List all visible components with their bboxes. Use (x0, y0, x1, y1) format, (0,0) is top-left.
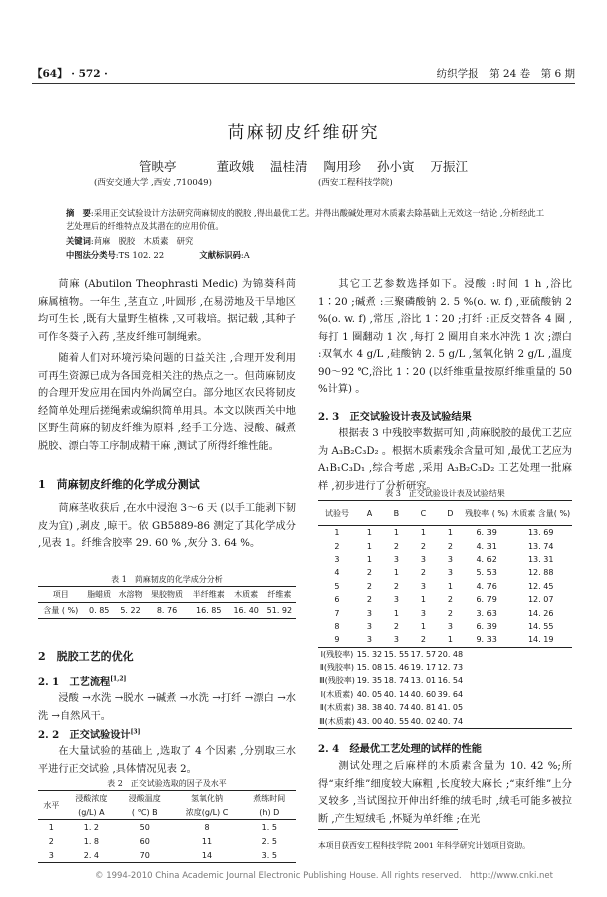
footnote-rule (318, 829, 458, 830)
citation: [3] (130, 728, 141, 736)
paragraph: 苘麻 (Abutilon Theophrasti Medic) 为锦葵科苘麻属植物。一年生 ,茎直立 ,叶圆形 ,在易涝地及干旱地区均可生长 ,既有大量野生植株 ,又可栽培。据记载 ,其种子可作冬葵子入药 ,茎皮纤维可制绳索。 (38, 279, 296, 343)
table-cell: 3 (393, 595, 399, 605)
table-cell: 40. 74 (437, 716, 464, 726)
doc-code-label: 文献标识码 (199, 250, 241, 260)
table-cell: 5. 53 (476, 568, 497, 578)
table-cell: 2 (366, 568, 372, 578)
table-cell: 5 (334, 581, 340, 591)
table-header: (g/L) A (78, 807, 105, 817)
author: 孙小寅 (376, 159, 415, 174)
table-cell: 40. 74 (383, 703, 410, 713)
table-cell: 12. 88 (527, 568, 554, 578)
table-cell: 3 (420, 608, 426, 618)
table-cell: 15. 08 (356, 663, 383, 673)
table-cell: 1. 5 (261, 822, 277, 832)
table-cell: 2 (420, 541, 426, 551)
table-cell: 8. 76 (156, 606, 178, 615)
table-cell (464, 661, 510, 674)
table-cell: 40. 60 (410, 689, 437, 699)
table-cell: Ⅲ(残胶率) (319, 676, 355, 686)
table-cell: 40. 14 (383, 689, 410, 699)
doc-code-value: :A (240, 250, 250, 260)
paragraph: 苘麻茎收获后 ,在水中浸泡 3～6 天 (以手工能剥下韧皮为宜) ,剥皮 ,晾干。依 GB5889-86 测定了其化学成分 ,见表 1。纤维含胶率 29. 60 % ,灰分 3. 64 %。 (38, 503, 296, 549)
copyright-line: © 1994-2010 China Academic Journal Electronic Publishing House. All rights reserved. http://www.cnki.net (95, 871, 553, 881)
table-cell: Ⅰ(残胶率) (320, 649, 354, 659)
table-cell: 2 (447, 608, 453, 618)
table-cell: 3 (366, 635, 372, 645)
paragraph: 浸酸 →水洗 →脱水 →碱煮 →水洗 →打纤 →漂白 →水洗 →自然风干。 (38, 693, 296, 722)
table-row (318, 566, 572, 579)
paragraph: 在大量试验的基础上 ,选取了 4 个因素 ,分别取三水平进行正交试验 ,具体情况见表 2。 (38, 746, 296, 775)
table-row (318, 688, 572, 701)
table-row (318, 593, 572, 606)
table-cell: 13. 74 (527, 541, 554, 551)
table-cell: 17. 57 (410, 649, 437, 659)
table-cell: Ⅱ(木质素) (319, 703, 355, 713)
table-row (38, 820, 296, 835)
table-cell: 1 (48, 822, 54, 832)
table-cell: 15. 32 (356, 649, 383, 659)
author: 董政娥 (216, 159, 254, 174)
table-cell: 3. 5 (261, 850, 277, 860)
table-cell: 0. 85 (89, 606, 110, 615)
table-cell (509, 701, 572, 714)
table-row (318, 553, 572, 566)
table-cell: 16. 54 (437, 676, 464, 686)
table-cell: 3 (366, 608, 372, 618)
table-header: 水平 (38, 791, 65, 820)
table-cell: 1 (447, 581, 453, 591)
table2 (38, 790, 296, 863)
paragraph: 根据表 3 中残胶率数据可知 ,苘麻脱胶的最优工艺应为 A₃B₂C₃D₂ 。根据木质素残余含量可知 ,最优工艺应为 A₁B₁C₃D₁ ,综合考虑 ,采用 A₃B₂C₃D₂ 工艺处理一批麻样 ,初步进行了分析研究。 (318, 428, 572, 492)
table-cell: 2 (334, 541, 340, 551)
table-row (318, 526, 572, 540)
table-cell: 13. 31 (527, 554, 554, 564)
table-cell: 3 (447, 554, 453, 564)
table-cell: 8 (204, 822, 210, 832)
table-cell: 2 (447, 595, 453, 605)
table-cell: 3 (420, 581, 426, 591)
table-cell (509, 661, 572, 674)
table-cell (509, 714, 572, 728)
affiliation: (西安工程科技学院) (318, 178, 393, 188)
table-cell: 4. 62 (476, 554, 497, 564)
table-cell: 2 (48, 836, 54, 846)
table-cell: 2 (393, 541, 399, 551)
table-cell: 1 (420, 595, 426, 605)
author: 万振江 (430, 159, 468, 174)
table-cell: 3 (393, 635, 399, 645)
table-row (318, 647, 572, 661)
table-cell: 40. 05 (356, 689, 383, 699)
table-header: 纤维素 (267, 590, 292, 599)
table-cell: 6 (334, 595, 340, 605)
running-header (32, 66, 575, 82)
subsection-title: 2. 2 正交试验设计 (38, 729, 131, 741)
table-cell: 40. 02 (410, 716, 437, 726)
author-list (0, 157, 607, 175)
table-cell: 12. 07 (527, 595, 554, 605)
table-cell: 14. 55 (527, 621, 554, 631)
table-row (38, 834, 296, 848)
table-header: 煮练时间 (253, 793, 286, 803)
table-cell: 8 (334, 621, 340, 631)
table-header: 浸酸温度 (128, 793, 161, 803)
table-cell: 19. 17 (410, 663, 437, 673)
paragraph-block (318, 425, 572, 495)
table2-body (38, 820, 296, 863)
table-row (318, 620, 572, 633)
table-cell: 3 (334, 554, 340, 564)
table1 (38, 586, 296, 619)
keywords-label: 关键词 (66, 236, 91, 246)
table-cell: 3 (48, 850, 54, 860)
table-row (318, 701, 572, 714)
author: 管映亭 (138, 159, 177, 174)
table-cell: 1 (366, 554, 372, 564)
paper-title: 苘麻韧皮纤维研究 (227, 123, 380, 143)
table-cell: 2 (366, 595, 372, 605)
table-header: 残胶率 ( %) (465, 508, 509, 518)
abstract-text: :采用正交试验设计方法研究苘麻韧皮的脱胶 ,得出最优工艺。并得出酸碱处理对木质素去除基础上无效这一结论 ,分析经此工艺处理后的纤维特点及其潜在的应用价值。 (66, 208, 544, 231)
subsection-heading: 2. 4 经最优工艺处理的试样的性能 (318, 743, 482, 755)
table-cell: 2 (447, 541, 453, 551)
table-cell: 14. 19 (527, 635, 554, 645)
footnote: 本项目获西安工程科技学院 2001 年科学研究计划项目资助。 (318, 841, 530, 850)
header-rule (32, 83, 575, 84)
table-cell (509, 647, 572, 661)
table-cell: 1 (447, 528, 453, 538)
table-cell: 38. 38 (356, 703, 383, 713)
table-cell: 2. 5 (261, 836, 277, 846)
table-cell: 12. 45 (527, 581, 554, 591)
table-cell: 6. 39 (476, 528, 497, 538)
table2-caption: 表 2 正交试验选取的因子及水平 (107, 779, 227, 788)
paragraph-block (318, 758, 572, 828)
table-cell: 2 (393, 621, 399, 631)
table-cell: 70 (139, 850, 150, 860)
table-cell: 18. 74 (383, 676, 410, 686)
table-cell: 15. 55 (383, 649, 410, 659)
table-header: 脂蜡质 (87, 590, 112, 599)
table-cell: 2 (420, 568, 426, 578)
table-cell: 13. 69 (527, 528, 554, 538)
table-header: A (366, 508, 373, 518)
right-column (318, 276, 572, 399)
table-header: 果胶物质 (151, 590, 183, 599)
table-cell: 1 (447, 635, 453, 645)
table-cell: 9. 33 (476, 635, 497, 645)
table-row (318, 606, 572, 619)
table-cell: 含量 ( %) (43, 606, 79, 615)
table-cell: 6. 79 (476, 595, 497, 605)
table-cell: 1 (393, 568, 399, 578)
table-row (318, 661, 572, 674)
table-header: 浸酸浓度 (75, 793, 108, 803)
paragraph: 其它工艺参数选择如下。浸酸 :时间 1 h ,浴比 1∶20 ;碱煮 :三聚磷酸钠 2. 5 %(o. w. f) ,亚硫酸钠 2 %(o. w. f) ,常压 ,浴比 1∶20 ;打纤 :正反交替各 4 圈 ,每打 1 圈翻动 1 次 ,每打 2 圈用自来水冲洗 1 次 ;漂白 :双氧水 4 g/L ,硅酸钠 2. 5 g/L ,氢氧化钠 2 g/L ,温度 90～92 ℃,浴比 1∶20 (以纤维重量按原纤维重量的 50 %计算) 。 (318, 279, 572, 395)
table-cell (464, 688, 510, 701)
table-cell: 2 (420, 635, 426, 645)
table-cell: 3 (420, 554, 426, 564)
table-cell: 39. 64 (437, 689, 464, 699)
table-cell: 40. 55 (383, 716, 410, 726)
paragraph: 测试处理之后麻样的木质素含量为 10. 42 %;所得“束纤维”细度较大麻粗 ,长度较大麻长 ;“束纤维”上分叉较多 ,当试图拉开伸出纤维的绒毛时 ,绒毛可能多被拉断 ,产生短绒毛 ,怀疑为单纤维 ;在光 (318, 761, 572, 825)
table-cell: 1 (420, 621, 426, 631)
table-cell: 13. 01 (410, 676, 437, 686)
table-cell: 1. 8 (83, 836, 100, 846)
table-cell: 3 (393, 554, 399, 564)
table-row (318, 539, 572, 552)
table-header: 木质素 含量( %) (511, 508, 571, 518)
table-cell: 1 (420, 528, 426, 538)
table-cell (464, 674, 510, 687)
table-cell (464, 701, 510, 714)
clc-label: 中图法分类号 (66, 250, 116, 260)
table-cell (509, 688, 572, 701)
section-heading: 2 脱胶工艺的优化 (38, 650, 134, 663)
table-row (318, 714, 572, 728)
table1-caption: 表 1 苘麻韧皮的化学成分分析 (111, 575, 223, 584)
affiliation: (西安交通大学 ,西安 ,710049) (94, 178, 212, 188)
subsection-heading (38, 726, 140, 741)
table-cell: 7 (334, 608, 340, 618)
table-cell: 5. 22 (120, 606, 141, 615)
table-row (318, 633, 572, 647)
subsection-title: 2. 1 工艺流程 (38, 676, 111, 688)
table-cell: 12. 73 (437, 663, 464, 673)
keywords (66, 235, 193, 247)
classification (66, 249, 466, 261)
table-header: C (420, 508, 427, 518)
table-cell: Ⅰ(木质素) (320, 689, 354, 699)
table-cell: 2. 4 (83, 850, 100, 860)
table-cell: 4 (334, 568, 340, 578)
table-cell: 1 (366, 541, 372, 551)
table-header: (h) D (259, 807, 280, 817)
table-row (38, 848, 296, 863)
table-cell: 11 (201, 836, 213, 846)
table-cell (464, 714, 510, 728)
paragraph-block (38, 690, 296, 725)
table-cell: 6. 39 (476, 621, 497, 631)
paragraph-block (38, 743, 296, 778)
table-cell: 3 (447, 621, 453, 631)
table-header: D (447, 508, 454, 518)
paragraph: 随着人们对环境污染问题的日益关注 ,合理开发利用可再生资源已成为各国竞相关注的热点之一。但苘麻韧皮的合理开发应用在国内外尚属空白。部分地区农民将韧皮经简单处理后搓绳索或编织简单用具。本文以陕西关中地区野生苘麻的韧皮纤维为原料 ,经手工分选、浸酸、碱煮脱胶、漂白等工序制成精干麻 ,测试了所得纤维性能。 (38, 353, 296, 452)
table-cell: 2 (366, 581, 372, 591)
keywords-text: :苘麻 脱胶 木质素 研究 (90, 236, 194, 246)
abstract-label: 摘 要 (66, 208, 91, 218)
table-cell: 15. 46 (383, 663, 410, 673)
table-header: 木质素 (234, 590, 259, 599)
table-cell: 43. 00 (356, 716, 383, 726)
table-row (318, 580, 572, 593)
table-cell: Ⅱ(残胶率) (319, 663, 355, 673)
table-cell: 3. 63 (476, 608, 497, 618)
journal-name: 纺织学报 第 24 卷 第 6 期 (436, 68, 575, 80)
table-cell: 1 (393, 608, 399, 618)
table-cell: 4. 76 (476, 581, 497, 591)
table3-body (318, 526, 572, 729)
table-cell: 3 (366, 621, 372, 631)
table-cell: Ⅲ(木质素) (319, 716, 355, 726)
author: 陶用珍 (323, 159, 361, 174)
table-cell: 1. 2 (83, 822, 100, 832)
table-header: 水溶物 (118, 590, 143, 599)
table-cell: 14. 26 (527, 608, 554, 618)
table-cell: 3 (447, 568, 453, 578)
table-cell: 2 (393, 581, 399, 591)
table-cell: 19. 35 (356, 676, 383, 686)
citation: [1,2] (110, 675, 127, 683)
subsection-heading (38, 673, 126, 688)
left-column (38, 276, 296, 455)
table-cell: 40. 81 (410, 703, 437, 713)
table3-caption: 表 3 正交试验设计表及试验结果 (385, 489, 505, 498)
abstract (66, 207, 550, 233)
author: 温桂清 (269, 159, 308, 174)
subsection-heading: 2. 3 正交试验设计表及试验结果 (318, 411, 472, 423)
table-header: 浓度(g/L) C (185, 807, 229, 817)
table3 (318, 500, 572, 729)
table-cell: 1 (393, 528, 399, 538)
table-cell: 16. 85 (195, 606, 222, 615)
table-cell: 50 (139, 822, 150, 832)
table-cell: 9 (334, 635, 340, 645)
table-cell: 16. 40 (233, 606, 259, 615)
table-header: 项目 (52, 590, 69, 599)
table-cell (509, 674, 572, 687)
paragraph-block (38, 500, 296, 553)
table-cell: 4. 31 (476, 541, 497, 551)
table-header: ( ℃) B (131, 807, 158, 817)
section-heading: 1 苘麻韧皮纤维的化学成分测试 (38, 478, 200, 491)
table-cell: 41. 05 (437, 703, 464, 713)
table-cell: 1 (334, 528, 340, 538)
clc-value: :TS 102. 22 (115, 250, 165, 260)
table-header: B (393, 508, 400, 518)
table-cell: 20. 48 (437, 649, 464, 659)
table-header: 半纤维素 (192, 590, 225, 599)
table-cell: 1 (366, 528, 372, 538)
table-row (318, 674, 572, 687)
table-cell: 14 (201, 850, 213, 860)
page-number: 【64】 · 572 · (32, 68, 108, 80)
table-cell: 51. 92 (266, 606, 293, 615)
table-cell: 60 (139, 836, 150, 846)
table-header: 氢氧化钠 (191, 793, 224, 803)
table-header: 试验号 (324, 508, 349, 518)
table-cell (464, 647, 510, 661)
